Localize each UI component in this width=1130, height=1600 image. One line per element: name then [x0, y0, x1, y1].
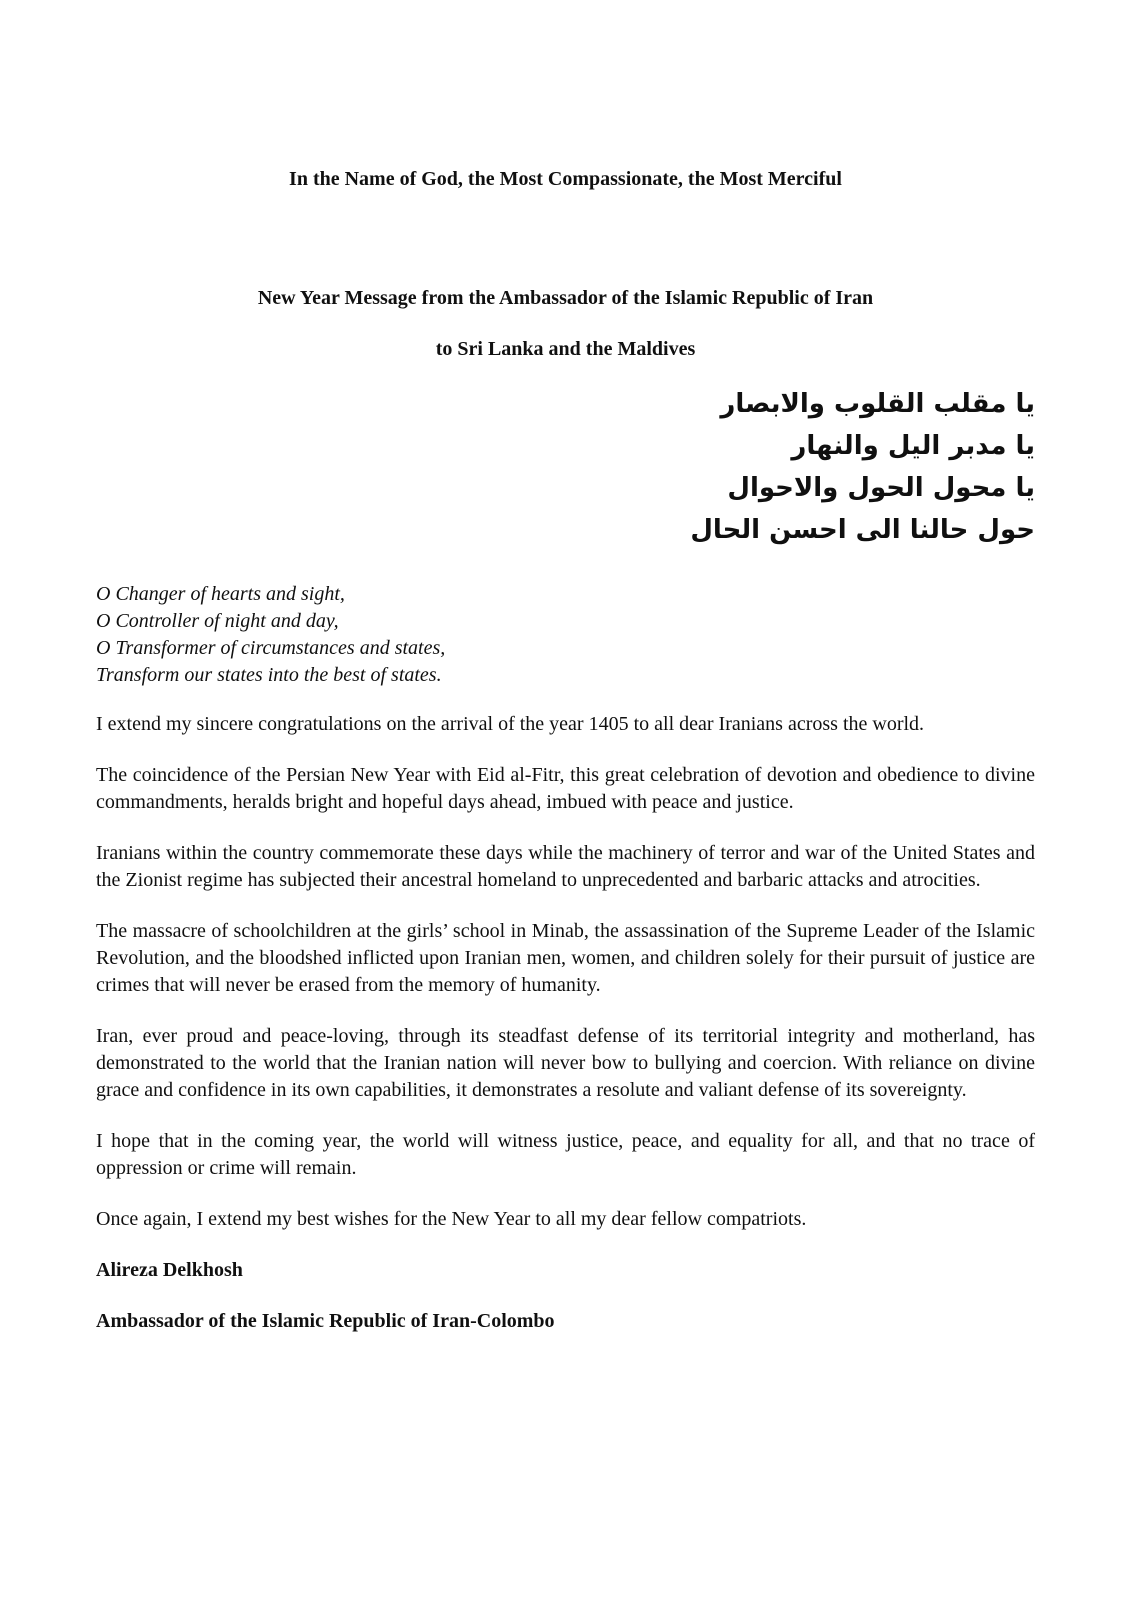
arabic-prayer-line-4: حول حالنا الی احسن الحال [690, 515, 1035, 545]
translation-line-3: O Transformer of circumstances and states, [96, 637, 446, 659]
translation-line-2: O Controller of night and day, [96, 610, 339, 632]
paragraph-commemorate: Iranians within the country commemorate these days while the machinery of terror and war of the United States and the Zionist regime has subjected their ancestral homeland to unprecedented and barbaric attacks and atrocities. [96, 842, 1035, 891]
paragraph-congratulations: I extend my sincere congratulations on the arrival of the year 1405 to all dear Iranians across the world. [96, 713, 925, 735]
document-content [0, 166, 1130, 1335]
arabic-prayer-line-2: یا مدبر الیل والنهار [791, 431, 1035, 461]
document-title: New Year Message from the Ambassador of the Islamic Republic of Iran [257, 287, 874, 309]
bismillah-heading: In the Name of God, the Most Compassionate, the Most Merciful [289, 168, 842, 190]
paragraph-coincidence: The coincidence of the Persian New Year with Eid al-Fitr, this great celebration of devotion and obedience to divine commandments, heralds bright and hopeful days ahead, imbued with peace and justice. [96, 764, 1035, 813]
paragraph-sovereignty: Iran, ever proud and peace-loving, through its steadfast defense of its territorial integrity and motherland, has demonstrated to the world that the Iranian nation will never bow to bullying and coercion. With reliance on divine grace and confidence in its own capabilities, it demonstrates a resolute and valiant defense of its sovereignty. [96, 1025, 1035, 1101]
paragraph-hope: I hope that in the coming year, the world will witness justice, peace, and equality for all, and that no trace of oppression or crime will remain. [96, 1130, 1035, 1179]
prayer-translation-block [96, 581, 1035, 689]
translation-line-1: O Changer of hearts and sight, [96, 583, 345, 605]
letter-body [96, 711, 1035, 1335]
paragraph-massacre: The massacre of schoolchildren at the girls’ school in Minab, the assassination of the Supreme Leader of the Islamic Revolution, and the bloodshed inflicted upon Iranian men, women, and children solely for their pursuit of justice are crimes that will never be erased from the memory of humanity. [96, 920, 1035, 996]
arabic-prayer-line-3: یا محول الحول والاحوال [727, 473, 1035, 503]
arabic-prayer-line-1: یا مقلب القلوب والابصار [720, 389, 1035, 419]
signature-title: Ambassador of the Islamic Republic of Iran-Colombo [96, 1310, 555, 1332]
arabic-prayer-block [96, 383, 1035, 551]
translation-line-4: Transform our states into the best of states. [96, 664, 442, 686]
signature-name: Alireza Delkhosh [96, 1259, 243, 1281]
paragraph-best-wishes: Once again, I extend my best wishes for the New Year to all my dear fellow compatriots. [96, 1208, 807, 1230]
document-subtitle: to Sri Lanka and the Maldives [435, 338, 696, 360]
